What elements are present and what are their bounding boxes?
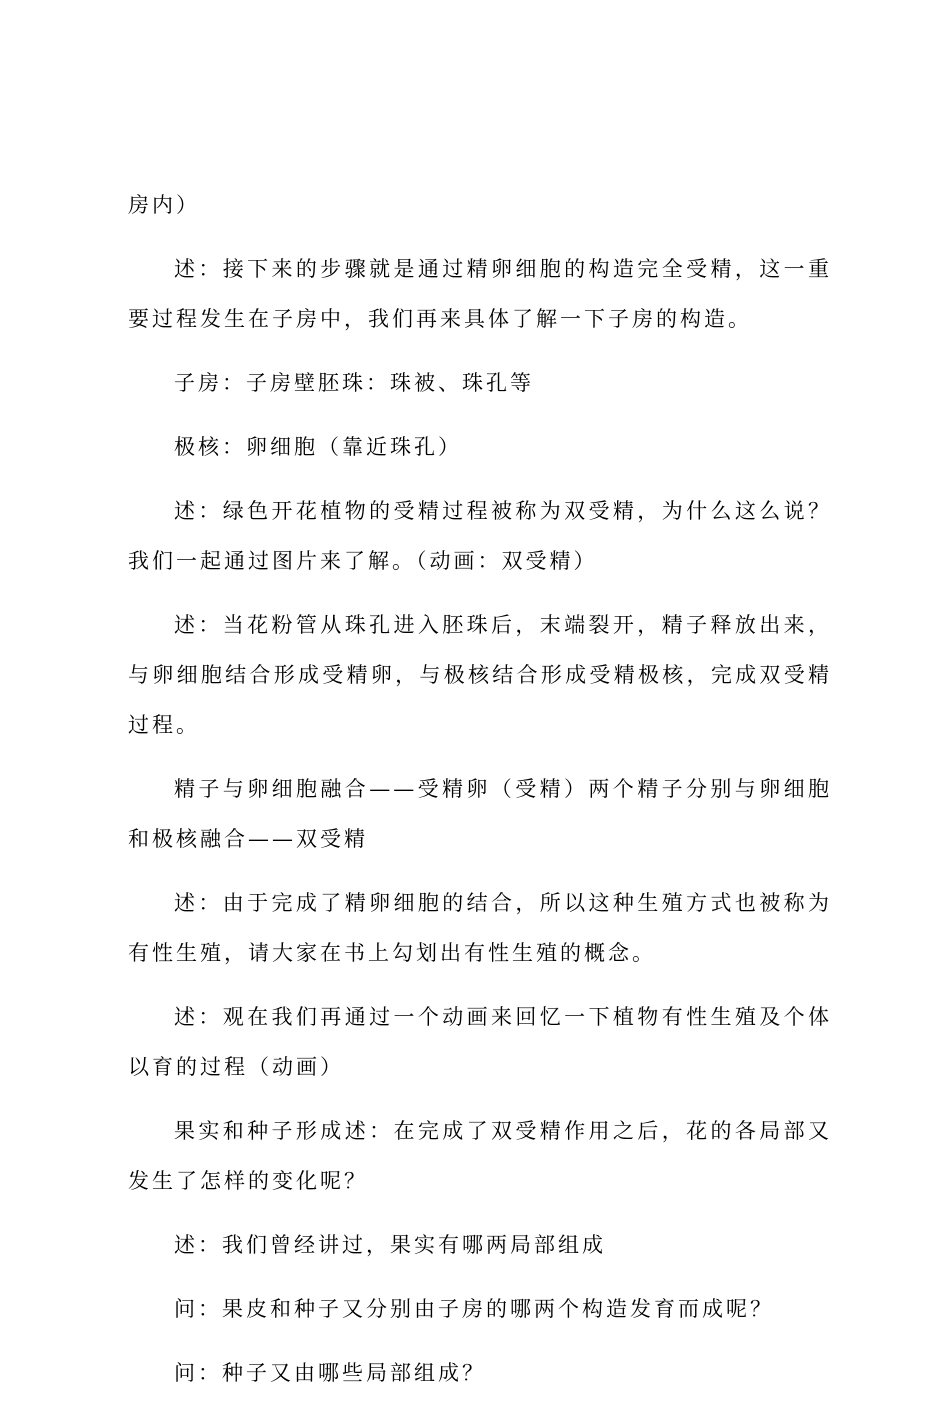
paragraph: 极核：卵细胞（靠近珠孔） [174,435,462,459]
paragraph: 问：果皮和种子又分别由子房的哪两个构造发育而成呢？ [174,1297,774,1321]
paragraph-continued: 房内） [128,193,200,217]
paragraph: 问：种子又由哪些局部组成？ [174,1361,486,1385]
paragraph: 述：我们曾经讲过，果实有哪两局部组成 [174,1233,606,1257]
paragraph: 精子与卵细胞融合——受精卵（受精）两个精子分别与卵细胞和极核融合——双受精 [128,777,832,851]
document-page [128,180,832,1412]
paragraph: 述：观在我们再通过一个动画来回忆一下植物有性生殖及个体以育的过程（动画） [128,1005,832,1079]
paragraph: 述：接下来的步骤就是通过精卵细胞的构造完全受精，这一重要过程发生在子房中，我们再来具体了解一下子房的构造。 [128,257,832,331]
paragraph: 子房：子房壁胚珠：珠被、珠孔等 [174,371,534,395]
paragraph: 果实和种子形成述：在完成了双受精作用之后，花的各局部又发生了怎样的变化呢？ [128,1119,832,1193]
paragraph: 述：当花粉管从珠孔进入胚珠后，末端裂开，精子释放出来，与卵细胞结合形成受精卵，与极核结合形成受精极核，完成双受精过程。 [128,613,832,737]
paragraph: 述：由于完成了精卵细胞的结合，所以这种生殖方式也被称为有性生殖，请大家在书上勾划出有性生殖的概念。 [128,891,832,965]
paragraph: 述：绿色开花植物的受精过程被称为双受精，为什么这么说？我们一起通过图片来了解。（动画：双受精） [128,499,832,573]
